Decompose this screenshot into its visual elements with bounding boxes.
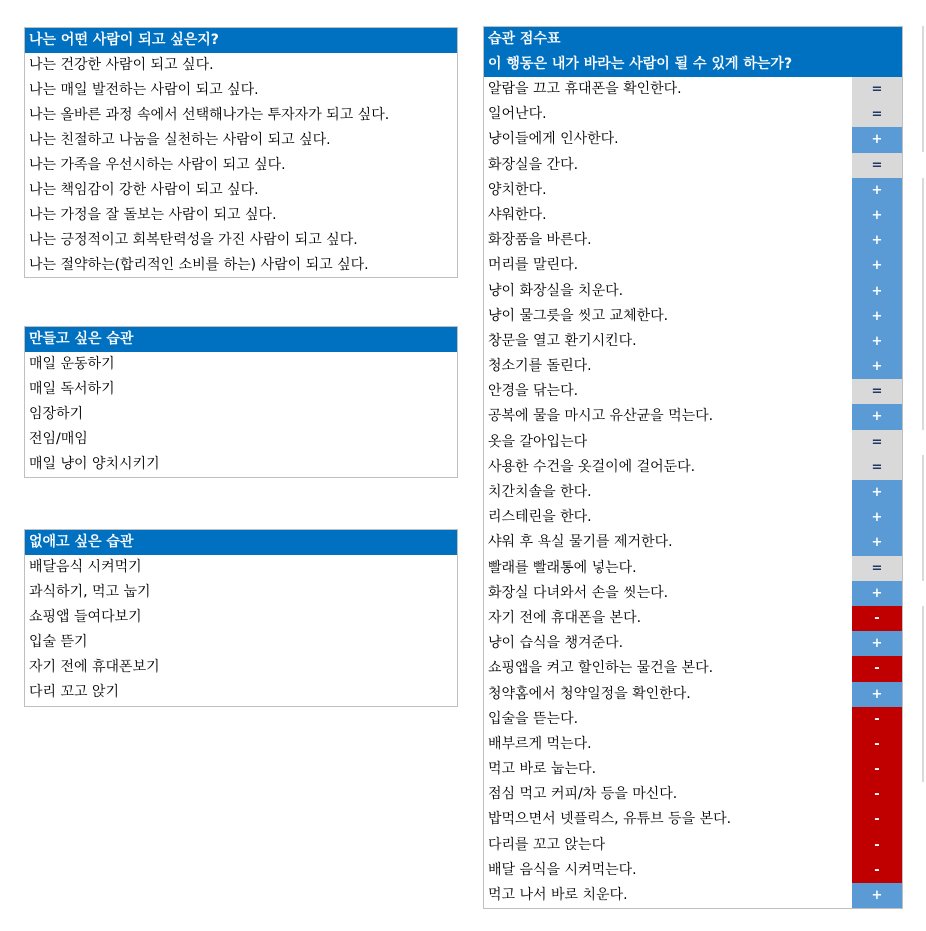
scorecard-behavior: 치간치솔을 한다. <box>488 484 592 500</box>
scorecard-behavior: 일어난다. <box>488 106 547 123</box>
scorecard-row <box>484 631 902 656</box>
scorecard-row <box>484 404 902 429</box>
scorecard-behavior: 자기 전에 휴대폰을 본다. <box>488 609 642 626</box>
scorecard-row <box>484 480 902 505</box>
identity-row: 나는 올바른 과정 속에서 선택해나가는 투자자가 되고 싶다. <box>29 107 390 123</box>
scorecard-row <box>484 203 902 228</box>
score-badge: - <box>852 833 902 858</box>
scorecard-behavior: 샤워한다. <box>488 206 547 223</box>
scorecard-header <box>484 27 902 77</box>
scorecard-behavior: 배부르게 먹는다. <box>488 735 592 752</box>
scorecard-row <box>484 858 902 883</box>
scorecard-behavior: 머리를 말린다. <box>488 257 579 274</box>
scorecard-behavior: 옷을 갈아입는다 <box>488 433 588 450</box>
score-badge: - <box>852 757 902 782</box>
scorecard-behavior: 화장실을 간다. <box>488 156 579 173</box>
score-badge: + <box>852 354 902 379</box>
score-badge: = <box>852 77 902 102</box>
edge-divider <box>922 26 924 152</box>
score-badge: - <box>852 656 902 681</box>
score-badge: + <box>852 203 902 228</box>
identity-panel-header: 나는 어떤 사람이 되고 싶은지? <box>25 28 457 53</box>
scorecard-behavior: 안경을 닦는다. <box>488 383 579 400</box>
score-badge: + <box>852 228 902 253</box>
remove-habit-row: 쇼핑앱 들여다보기 <box>29 609 142 625</box>
scorecard-behavior: 사용한 수건을 옷걸이에 걸어둔다. <box>488 458 696 475</box>
identity-row: 나는 건강한 사람이 되고 싶다. <box>29 57 214 73</box>
scorecard-behavior: 배달 음식을 시켜먹는다. <box>488 861 637 878</box>
score-badge: - <box>852 858 902 883</box>
scorecard-row <box>484 102 902 127</box>
scorecard-behavior: 빨래를 빨래통에 넣는다. <box>488 559 637 576</box>
scorecard-row <box>484 556 902 581</box>
scorecard-behavior: 청약홈에서 청약일정을 확인한다. <box>488 685 691 702</box>
score-badge: + <box>852 304 902 329</box>
score-badge: = <box>852 102 902 127</box>
score-badge: + <box>852 178 902 203</box>
scorecard-behavior: 쇼핑앱을 켜고 할인하는 물건을 본다. <box>488 660 714 677</box>
score-badge: + <box>852 883 902 908</box>
scorecard-behavior: 리스테린을 한다. <box>488 509 592 526</box>
identity-row: 나는 친절하고 나눔을 실천하는 사람이 되고 싶다. <box>29 132 331 148</box>
scorecard-behavior: 먹고 나서 바로 치운다. <box>488 887 628 903</box>
score-badge: + <box>852 682 902 707</box>
scorecard-behavior: 냥이 습식을 챙겨준다. <box>488 635 624 652</box>
remove-habit-row: 다리 꼬고 앉기 <box>29 684 120 700</box>
scorecard-row <box>484 228 902 253</box>
score-badge: + <box>852 631 902 656</box>
score-badge: = <box>852 455 902 480</box>
scorecard-row <box>484 379 902 404</box>
remove-habits-header: 없애고 싶은 습관 <box>25 530 457 555</box>
score-badge: = <box>852 153 902 178</box>
scorecard-row <box>484 581 902 606</box>
scorecard-row <box>484 77 902 102</box>
edge-divider <box>922 178 924 430</box>
score-badge: - <box>852 807 902 832</box>
remove-habit-row: 입술 뜯기 <box>29 634 88 650</box>
scorecard-row <box>484 707 902 732</box>
create-habit-row: 전임/매임 <box>29 431 88 447</box>
scorecard-row <box>484 807 902 832</box>
habit-scorecard <box>483 26 903 909</box>
identity-row: 나는 매일 발전하는 사람이 되고 싶다. <box>29 82 259 98</box>
score-badge: - <box>852 606 902 631</box>
scorecard-row <box>484 304 902 329</box>
scorecard-subtitle: 이 행동은 내가 바라는 사람이 될 수 있게 하는가? <box>488 56 793 72</box>
scorecard-row <box>484 782 902 807</box>
score-badge: + <box>852 253 902 278</box>
edge-divider <box>922 455 924 581</box>
scorecard-behavior: 알람을 끄고 휴대폰을 확인한다. <box>488 81 682 97</box>
scorecard-row <box>484 455 902 480</box>
identity-panel <box>24 27 458 278</box>
score-badge: - <box>852 707 902 732</box>
scorecard-row <box>484 329 902 354</box>
scorecard-row <box>484 127 902 152</box>
scorecard-row <box>484 606 902 631</box>
score-badge: + <box>852 279 902 304</box>
scorecard-behavior: 공복에 물을 마시고 유산균을 먹는다. <box>488 408 714 425</box>
scorecard-behavior: 먹고 바로 눕는다. <box>488 761 597 778</box>
scorecard-row <box>484 833 902 858</box>
scorecard-row <box>484 430 902 455</box>
create-habit-row: 임장하기 <box>29 406 84 422</box>
scorecard-behavior: 입술을 뜯는다. <box>488 710 579 727</box>
scorecard-row <box>484 883 902 908</box>
scorecard-rows <box>484 77 902 908</box>
score-badge: - <box>852 782 902 807</box>
scorecard-row <box>484 253 902 278</box>
scorecard-behavior: 냥이 물그릇을 씻고 교체한다. <box>488 307 669 324</box>
scorecard-row <box>484 505 902 530</box>
remove-habit-row: 과식하기, 먹고 눕기 <box>29 584 151 600</box>
scorecard-behavior: 냥이들에게 인사한다. <box>488 131 619 148</box>
identity-row: 나는 가족을 우선시하는 사람이 되고 싶다. <box>29 157 286 173</box>
scorecard-row <box>484 354 902 379</box>
scorecard-row <box>484 178 902 203</box>
score-badge: = <box>852 556 902 581</box>
scorecard-behavior: 샤워 후 욕실 물기를 제거한다. <box>488 534 673 551</box>
identity-row: 나는 가정을 잘 돌보는 사람이 되고 싶다. <box>29 207 277 223</box>
scorecard-behavior: 화장실 다녀와서 손을 씻는다. <box>488 584 669 601</box>
create-habits-header: 만들고 싶은 습관 <box>25 327 457 352</box>
score-badge: + <box>852 530 902 555</box>
scorecard-row <box>484 732 902 757</box>
identity-row: 나는 긍정적이고 회복탄력성을 가진 사람이 되고 싶다. <box>29 232 358 248</box>
remove-habits-panel <box>24 529 458 707</box>
create-habit-row: 매일 운동하기 <box>29 356 115 372</box>
score-badge: + <box>852 581 902 606</box>
score-badge: - <box>852 732 902 757</box>
scorecard-behavior: 밥먹으면서 넷플릭스, 유튜브 등을 본다. <box>488 811 732 828</box>
scorecard-row <box>484 757 902 782</box>
score-badge: = <box>852 430 902 455</box>
scorecard-behavior: 화장품을 바른다. <box>488 232 592 249</box>
scorecard-behavior: 창문을 열고 환기시킨다. <box>488 332 637 349</box>
remove-habit-row: 배달음식 시켜먹기 <box>29 559 142 575</box>
remove-habit-row: 자기 전에 휴대폰보기 <box>29 659 160 675</box>
score-badge: + <box>852 480 902 505</box>
scorecard-behavior: 양치한다. <box>488 181 547 198</box>
scorecard-row <box>484 682 902 707</box>
scorecard-row <box>484 530 902 555</box>
scorecard-row <box>484 656 902 681</box>
scorecard-behavior: 점심 먹고 커피/차 등을 마신다. <box>488 786 678 803</box>
edge-divider <box>922 606 924 782</box>
identity-row: 나는 절약하는(합리적인 소비를 하는) 사람이 되고 싶다. <box>29 257 369 273</box>
score-badge: = <box>852 379 902 404</box>
scorecard-behavior: 청소기를 돌린다. <box>488 358 592 375</box>
score-badge: + <box>852 127 902 152</box>
scorecard-row <box>484 153 902 178</box>
score-badge: + <box>852 404 902 429</box>
create-habits-panel <box>24 326 458 478</box>
scorecard-behavior: 다리를 꼬고 앉는다 <box>488 836 606 853</box>
create-habit-row: 매일 냥이 양치시키기 <box>29 456 160 472</box>
score-badge: + <box>852 329 902 354</box>
identity-row: 나는 책임감이 강한 사람이 되고 싶다. <box>29 182 259 198</box>
scorecard-row <box>484 279 902 304</box>
scorecard-behavior: 냥이 화장실을 치운다. <box>488 282 624 299</box>
scorecard-title: 습관 점수표 <box>488 31 561 47</box>
score-badge: + <box>852 505 902 530</box>
create-habit-row: 매일 독서하기 <box>29 381 115 397</box>
